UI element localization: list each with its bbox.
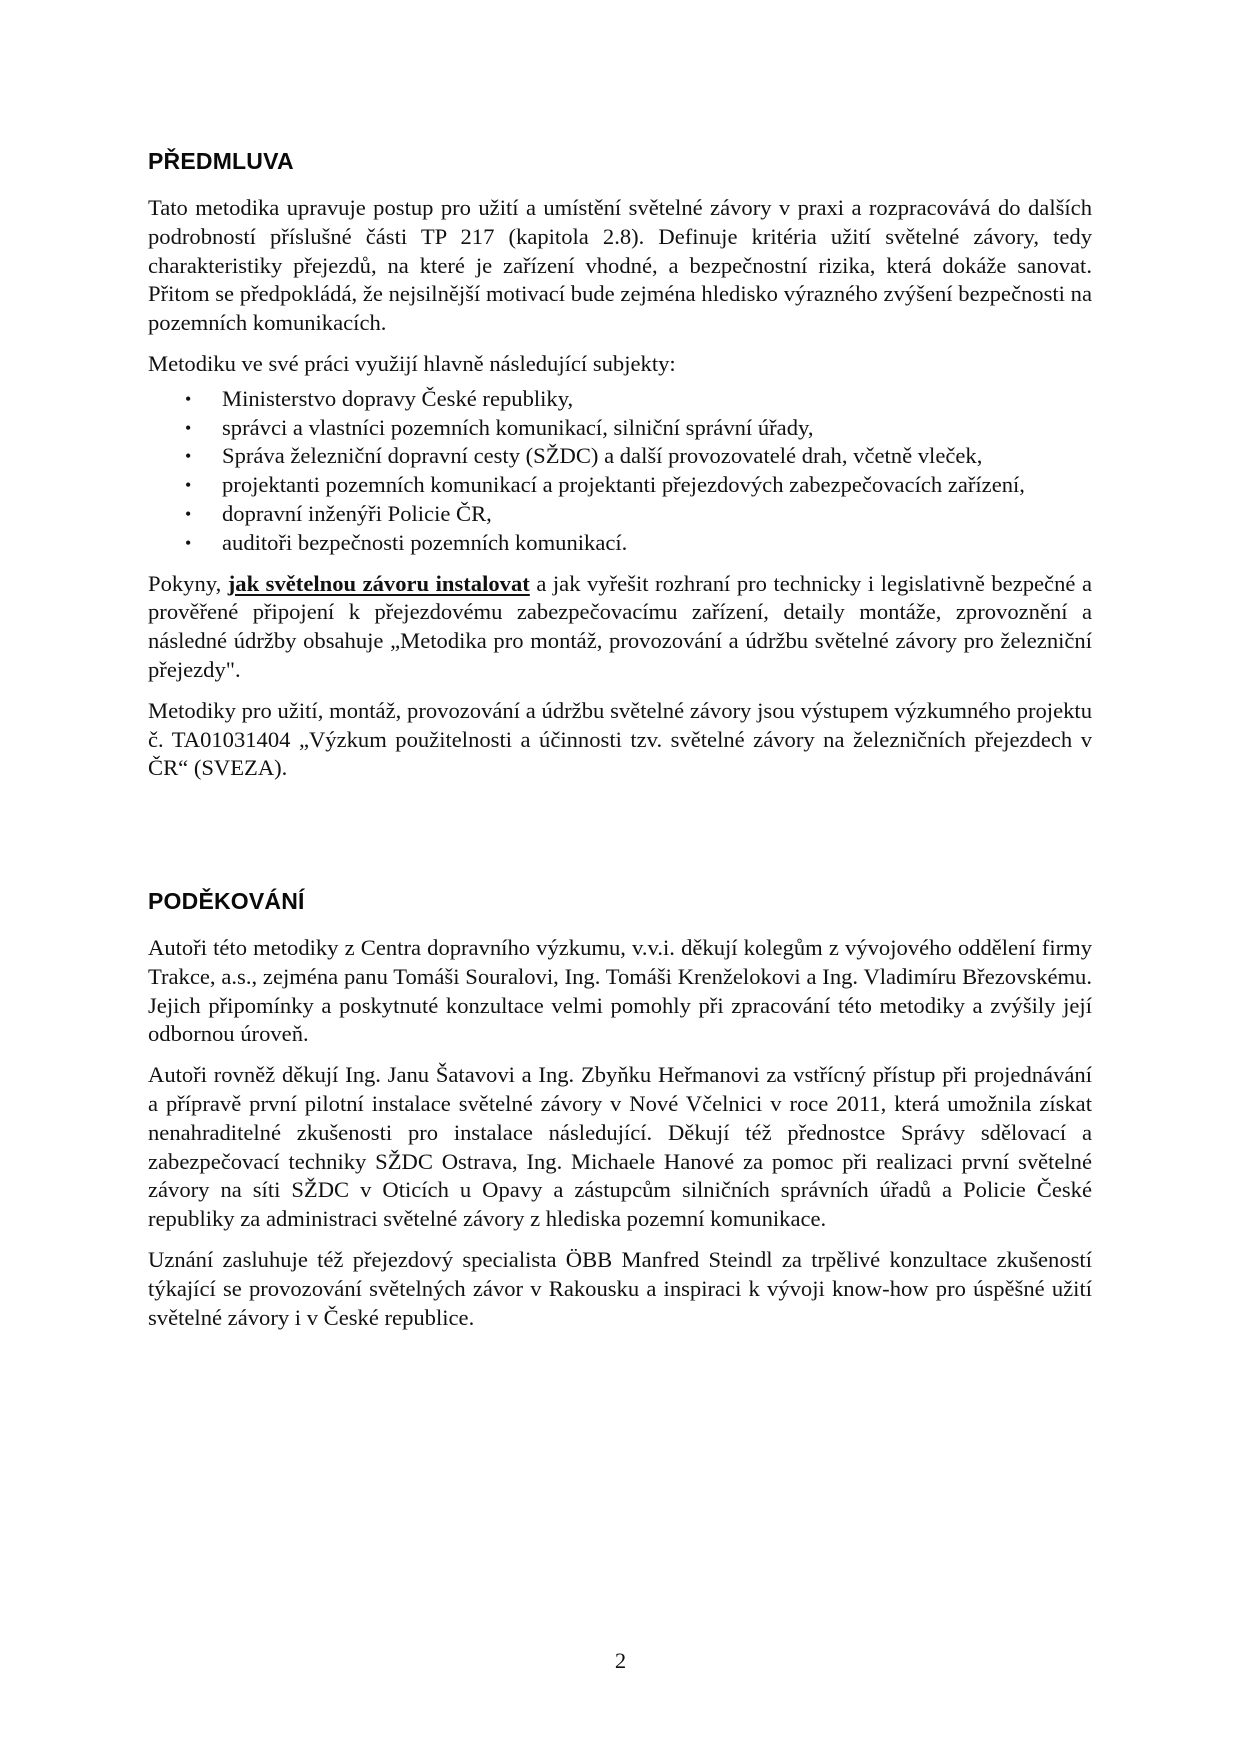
list-item-text: dopravní inženýři Policie ČR, xyxy=(222,500,492,526)
paragraph-intro: Tato metodika upravuje postup pro užití a umístění světelné závory v praxi a rozpracovává do dalších podrobností příslušné části TP 217 (kapitola 2.8). Definuje kritéria užití světelné závory, tedy charakteristiky přejezdů, na které je zařízení vhodné, a bezpečnostní rizika, která dokáže sanovat. Přitom se předpokládá, že nejsilnější motivací bude zejména hledisko výrazného zvýšení bezpečnosti na pozemních komunikacích. xyxy=(148,195,1092,336)
paragraph-thanks-trakce: Autoři této metodiky z Centra dopravního výzkumu, v.v.i. děkují kolegům z vývojového oddělení firmy Trakce, a.s., zejména panu Tomáši Souralovi, Ing. Tomáši Krenželokovi a Ing. Vladimíru Březovskému. Jejich připomínky a poskytnuté konzultace velmi pomohly při zpracování této metodiky a zvýšily její odbornou úroveň. xyxy=(148,935,1092,1047)
section-predmluva xyxy=(148,194,1092,795)
page-number: 2 xyxy=(614,1648,627,1673)
bullet-icon: • xyxy=(185,388,192,409)
list-item xyxy=(148,529,1092,558)
section-podekovani xyxy=(148,934,1092,1344)
paragraph-pokyny xyxy=(148,570,1092,685)
list-item xyxy=(148,385,1092,414)
paragraph-thanks-obb: Uznání zasluhuje též přejezdový specialista ÖBB Manfred Steindl za trpělivé konzultace zkušeností týkající se provozování světelných závor v Rakousku a inspiraci k vývoji know-how pro úspěšné užití světelné závory i v České republice. xyxy=(148,1246,1092,1330)
section-heading-podekovani: PODĚKOVÁNÍ xyxy=(148,888,305,914)
bullet-icon: • xyxy=(185,532,192,553)
list-item-text: projektanti pozemních komunikací a projektanti přejezdových zabezpečovacích zařízení, xyxy=(222,472,1025,498)
paragraph-project-output: Metodiky pro užití, montáž, provozování a údržbu světelné závory jsou výstupem výzkumného projektu č. TA01031404 „Výzkum použitelnosti a účinnosti tzv. světelné závory na železničních přejezdech v ČR“ (SVEZA). xyxy=(148,697,1092,781)
bullet-icon: • xyxy=(185,417,192,438)
list-item xyxy=(148,500,1092,529)
paragraph-thanks-pilot: Autoři rovněž děkují Ing. Janu Šatavovi a Ing. Zbyňku Heřmanovi za vstřícný přístup při projednávání a přípravě první pilotní instalace světelné závory v Nové Včelnici v roce 2011, která umožnila získat nenahraditelné zkušenosti pro instalace následující. Děkují též přednostce Správy sdělovací a zabezpečovací techniky SŽDC Ostrava, Ing. Michaele Hanové za pomoc při realizaci první světelné závory na síti SŽDC v Oticích u Opavy a zástupcům silničních správních úřadů a Policie České republiky za administraci světelné závory z hlediska pozemní komunikace. xyxy=(148,1062,1092,1232)
subjects-list xyxy=(148,385,1092,558)
list-item xyxy=(148,414,1092,443)
list-item xyxy=(148,471,1092,500)
bullet-icon: • xyxy=(185,475,192,496)
list-item-text: auditoři bezpečnosti pozemních komunikací. xyxy=(222,529,628,555)
paragraph-subjects-intro: Metodiku ve své práci využijí hlavně následující subjekty: xyxy=(148,350,676,376)
list-item-text: správci a vlastníci pozemních komunikací, silniční správní úřady, xyxy=(222,414,814,440)
pokyny-prefix: Pokyny, xyxy=(148,570,228,596)
bullet-icon: • xyxy=(185,503,192,524)
list-item-text: Ministerstvo dopravy České republiky, xyxy=(222,385,574,411)
installation-link[interactable]: jak světelnou závoru instalovat xyxy=(227,570,530,596)
list-item xyxy=(148,442,1092,471)
section-heading-predmluva: PŘEDMLUVA xyxy=(148,148,294,174)
list-item-text: Správa železniční dopravní cesty (SŽDC) a další provozovatelé drah, včetně vleček, xyxy=(222,443,983,469)
pokyny-suffix: a jak vyřešit rozhraní pro technicky i legislativně bezpečné a prověřené připojení k přejezdovému zabezpečovacímu zařízení, detaily montáže, zprovoznění a následné údržby obsahuje „Metodika pro montáž, provozování a údržbu světelné závory pro železniční přejezdy". xyxy=(148,570,1092,682)
bullet-icon: • xyxy=(185,446,192,467)
